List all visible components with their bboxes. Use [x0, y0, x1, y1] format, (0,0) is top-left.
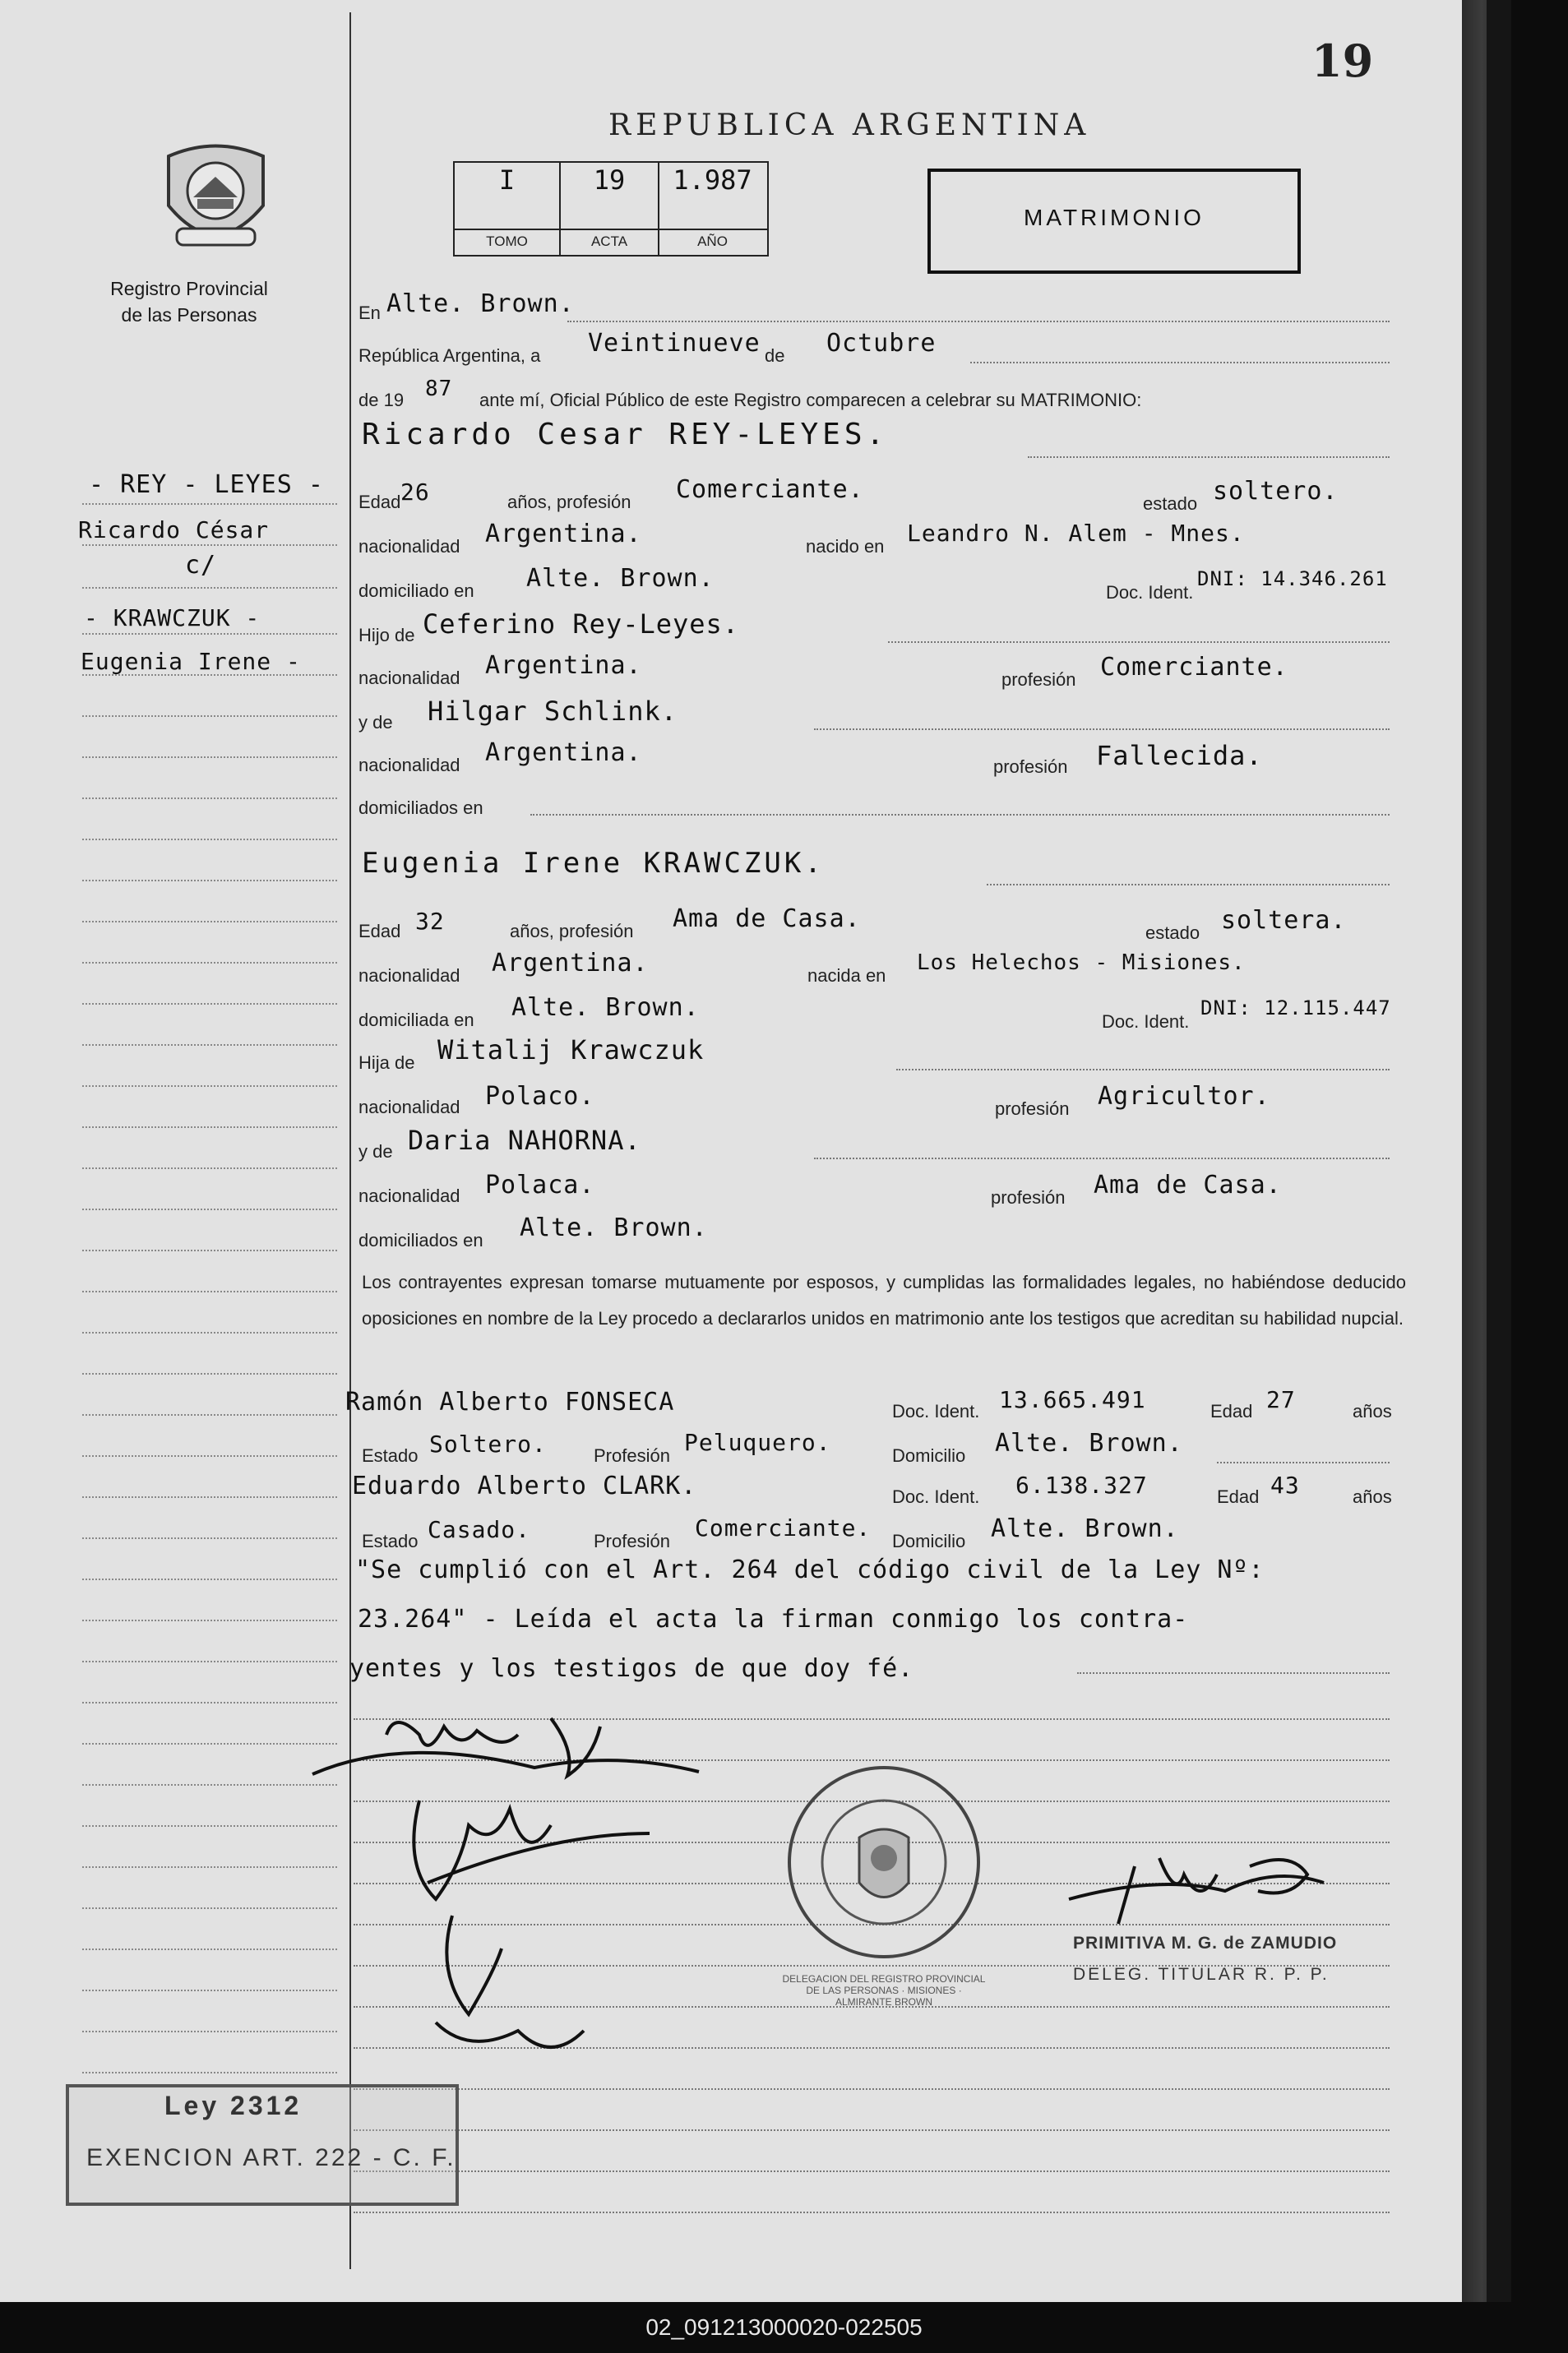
bride-yde-label: y de — [358, 1141, 393, 1162]
groom-nacionalidad: Argentina. — [485, 520, 642, 548]
en-label: En — [358, 303, 381, 323]
witness2-profesion: Comerciante. — [695, 1514, 872, 1542]
bride-doc: DNI: 12.115.447 — [1200, 996, 1391, 1019]
bride-domicilio: Alte. Brown. — [511, 993, 700, 1022]
bride-profesion: Ama de Casa. — [673, 904, 861, 933]
bride-nac-label: nacionalidad — [358, 965, 460, 986]
official-signature-icon — [1061, 1842, 1348, 1940]
groom-padres-dom-label: domiciliados en — [358, 797, 483, 818]
groom-madre-nac-label: nacionalidad — [358, 755, 460, 775]
scan-code-footer: 02_091213000020-022505 — [0, 2302, 1568, 2353]
bride-estado: soltera. — [1221, 906, 1347, 935]
bride-madre-nac: Polaca. — [485, 1171, 595, 1200]
country-title: REPUBLICA ARGENTINA — [608, 109, 1091, 142]
note-line-1: "Se cumplió con el Art. 264 del código civil de la Ley Nº: — [355, 1556, 1265, 1584]
bride-estado-label: estado — [1145, 922, 1200, 943]
witness2-doc: 6.138.327 — [1015, 1472, 1148, 1499]
witness2-domicilio: Alte. Brown. — [991, 1514, 1179, 1543]
groom-padre-nac: Argentina. — [485, 651, 642, 680]
margin-note-c: c/ — [185, 551, 217, 580]
bride-edad-label: Edad — [358, 921, 401, 941]
groom-dom-label: domiciliado en — [358, 580, 474, 601]
bride-padre-prof: Agricultor. — [1098, 1082, 1270, 1111]
anio-field: 1.987 AÑO — [673, 164, 752, 249]
groom-madre-nac: Argentina. — [485, 738, 642, 767]
ante-text: ante mí, Oficial Público de este Registro comparecen a celebrar su MATRIMONIO: — [479, 390, 1142, 410]
witness2-edad: 43 — [1270, 1472, 1300, 1499]
bride-nacida: Los Helechos - Misiones. — [917, 950, 1246, 975]
seal-text: DELEGACION DEL REGISTRO PROVINCIAL DE LAS PERSONAS · MISIONES · ALMIRANTE BROWN — [782, 1973, 986, 2008]
de-label: de — [765, 345, 785, 366]
note-line-3: yentes y los testigos de que doy fé. — [349, 1654, 914, 1683]
witness1-anos-label: años — [1353, 1401, 1392, 1422]
groom-madre: Hilgar Schlink. — [428, 696, 678, 727]
bride-edad: 32 — [415, 908, 445, 935]
witness1-edad-label: Edad — [1210, 1401, 1253, 1422]
margin-note-surname: - REY - LEYES - — [89, 470, 324, 499]
witness1-prof-label: Profesión — [594, 1445, 670, 1466]
witness1-edad: 27 — [1266, 1386, 1296, 1413]
groom-padre: Ceferino Rey-Leyes. — [423, 608, 740, 640]
groom-doc: DNI: 14.346.261 — [1197, 567, 1388, 590]
groom-estado-label: estado — [1143, 493, 1198, 514]
groom-hijo-label: Hijo de — [358, 625, 415, 645]
witness1-estado: Soltero. — [429, 1431, 547, 1458]
declaration-text: Los contrayentes expresan tomarse mutuamente por esposos, y cumplidas las formalidades legales, no habiéndose deducido oposiciones en nombre de la Ley procedo a declararlos unidos en matrimonio ante los testigos que acreditan su habilidad nupcial. — [362, 1272, 1406, 1329]
witness2-dom-label: Domicilio — [892, 1531, 966, 1551]
groom-padre-prof: Comerciante. — [1100, 653, 1288, 682]
groom-nacido-label: nacido en — [806, 536, 885, 557]
bride-madre-prof-label: profesión — [991, 1187, 1066, 1208]
dia-value: Veintinueve — [588, 329, 761, 358]
republica-label: República Argentina, a — [358, 345, 541, 366]
bride-padres-dom: Alte. Brown. — [520, 1213, 708, 1242]
witness1-doc: 13.665.491 — [999, 1386, 1146, 1413]
witness2-estado-label: Estado — [362, 1531, 419, 1551]
official-stamp-title: DELEG. TITULAR R. P. P. — [1073, 1965, 1330, 1984]
groom-nac-label: nacionalidad — [358, 536, 460, 557]
registry-seal-icon — [781, 1759, 987, 1965]
witness1-doc-label: Doc. Ident. — [892, 1401, 980, 1422]
bride-padre-nac-label: nacionalidad — [358, 1097, 460, 1117]
book-type-box: MATRIMONIO — [927, 169, 1301, 274]
groom-padre-prof-label: profesión — [1001, 669, 1076, 690]
bride-name: Eugenia Irene KRAWCZUK. — [362, 847, 825, 880]
bride-padres-dom-label: domiciliados en — [358, 1230, 483, 1250]
registry-name: Registro Provincial de las Personas — [110, 278, 268, 326]
bride-nacionalidad: Argentina. — [492, 949, 649, 978]
witness2-prof-label: Profesión — [594, 1531, 670, 1551]
stamp-exencion: EXENCION ART. 222 - C. F. — [86, 2144, 456, 2171]
de19-label: de 19 — [358, 390, 405, 410]
witness2-anos-label: años — [1353, 1486, 1392, 1507]
groom-madre-prof: Fallecida. — [1096, 740, 1263, 771]
bride-nacida-label: nacida en — [807, 965, 886, 986]
bride-padre: Witalij Krawczuk — [437, 1034, 705, 1066]
groom-nacido: Leandro N. Alem - Mnes. — [907, 520, 1245, 547]
witness1-name: Ramón Alberto FONSECA — [345, 1388, 675, 1417]
groom-profesion: Comerciante. — [676, 475, 864, 504]
witness1-estado-label: Estado — [362, 1445, 419, 1466]
groom-estado: soltero. — [1213, 477, 1339, 506]
page-number: 19 — [1311, 35, 1374, 87]
bride-padre-prof-label: profesión — [995, 1098, 1070, 1119]
acta-field: 19 ACTA — [590, 164, 628, 249]
groom-madre-prof-label: profesión — [993, 756, 1068, 777]
book-binding-edge — [1487, 0, 1511, 2302]
groom-yde-label: y de — [358, 712, 393, 733]
witness2-edad-label: Edad — [1217, 1486, 1260, 1507]
margin-note-name2: Eugenia Irene - — [81, 648, 301, 675]
groom-padre-nac-label: nacionalidad — [358, 668, 460, 688]
tomo-field: I TOMO — [486, 164, 528, 249]
bride-padre-nac: Polaco. — [485, 1082, 595, 1111]
witness2-doc-label: Doc. Ident. — [892, 1486, 980, 1507]
groom-name: Ricardo Cesar REY-LEYES. — [362, 418, 889, 451]
note-line-2: 23.264" - Leída el acta la firman conmigo los contra- — [358, 1605, 1189, 1634]
groom-domicilio: Alte. Brown. — [526, 564, 715, 593]
en-value: Alte. Brown. — [386, 289, 575, 318]
witness1-dom-label: Domicilio — [892, 1445, 966, 1466]
margin-note-surname2: - KRAWCZUK - — [84, 604, 261, 631]
bride-madre-prof: Ama de Casa. — [1094, 1171, 1282, 1200]
witness2-estado: Casado. — [428, 1516, 531, 1543]
signatures-scribble-icon — [304, 1702, 732, 2080]
bride-madre: Daria NAHORNA. — [408, 1125, 641, 1156]
bride-anos-label: años, profesión — [510, 921, 634, 941]
bride-hija-label: Hija de — [358, 1052, 415, 1073]
provincial-crest-icon — [160, 140, 271, 255]
margin-note-name: Ricardo César — [78, 516, 270, 543]
groom-anos-label: años, profesión — [507, 492, 631, 512]
groom-edad-label: Edad — [358, 492, 401, 512]
mes-value: Octubre — [826, 329, 937, 358]
bride-madre-nac-label: nacionalidad — [358, 1186, 460, 1206]
official-stamp-name: PRIMITIVA M. G. de ZAMUDIO — [1073, 1934, 1338, 1953]
groom-doc-label: Doc. Ident. — [1106, 582, 1194, 603]
stamp-ley: Ley 2312 — [164, 2091, 303, 2120]
witness2-name: Eduardo Alberto CLARK. — [352, 1472, 697, 1500]
bride-dom-label: domiciliada en — [358, 1010, 474, 1030]
bride-doc-label: Doc. Ident. — [1102, 1011, 1190, 1032]
anio-value: 87 — [425, 377, 453, 401]
groom-edad: 26 — [400, 478, 430, 506]
witness1-profesion: Peluquero. — [684, 1429, 831, 1456]
witness1-domicilio: Alte. Brown. — [995, 1429, 1183, 1458]
